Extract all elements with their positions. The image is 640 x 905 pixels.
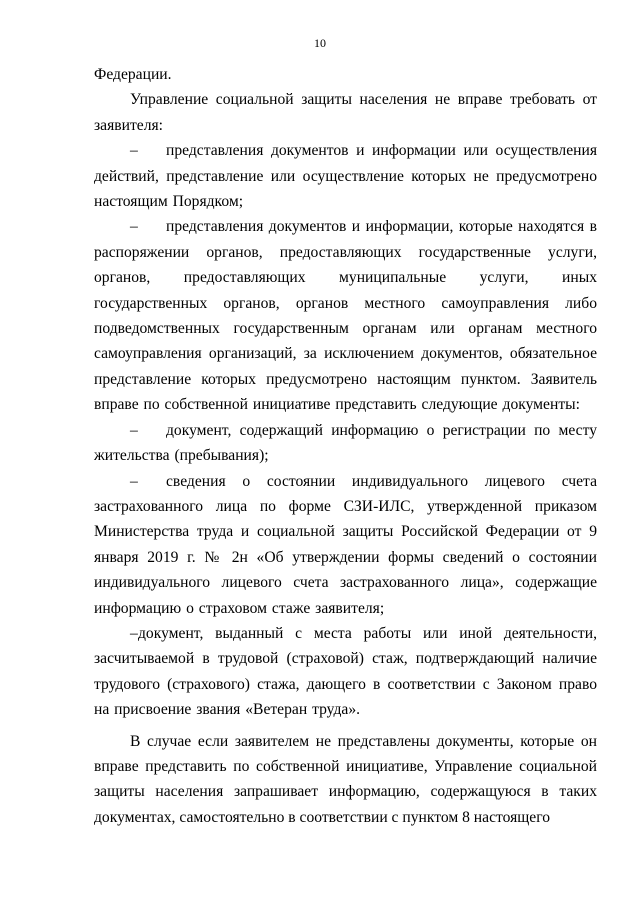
paragraph-continuation: Федерации. <box>94 66 172 83</box>
list-item-employment-doc <box>94 621 597 723</box>
list-item-actions <box>94 138 597 214</box>
paragraph-request-procedure: В случае если заявителем не представлены документы, которые он вправе представить по собственной инициативе, Управление социальной защиты населения запрашивает информацию, содержащуюся в таких документах, самостоятельно в соответствии с пунктом 8 настоящего <box>94 732 597 826</box>
list-item-text: документ, содержащий информацию о регистрации по месту жительства (пребывания); <box>94 421 597 465</box>
list-item-registration <box>94 418 597 469</box>
list-item-text: представления документов и информации, которые находятся в распоряжении органов, предоставляющих государственные услуги, органов, предоставляющих муниципальные услуги, иных государственных органов, органов местного самоуправления либо подведомственных государственным органам или органам местного самоуправления организаций, за исключением документов, обязательное представление которых предусмотрено настоящим пунктом. Заявитель вправе по собственной инициативе представить следующие документы: <box>94 218 597 414</box>
paragraph-prohibitions-intro: Управление социальной защиты населения не вправе требовать от заявителя: <box>94 91 597 134</box>
list-dash: – <box>130 421 138 439</box>
list-dash: – <box>130 142 138 160</box>
list-dash: – <box>130 218 138 236</box>
list-item-account-info <box>94 469 597 621</box>
list-item-documents <box>94 214 597 417</box>
list-item-text: представления документов и информации или осуществления действий, представление или осуществление которых не предусмотрено настоящим Порядком; <box>94 142 597 211</box>
page-number: 10 <box>314 36 326 50</box>
list-dash: – <box>130 624 138 642</box>
list-item-text: сведения о состоянии индивидуального лицевого счета застрахованного лица по форме СЗИ-ИЛС, утвержденной приказом Министерства труда и социальной защиты Российской Федерации от 9 января 2019 г. № 2н «Об утверждении формы сведений о состоянии индивидуального лицевого счета застрахованного лица», содержащие информацию о страховом стаже заявителя; <box>94 472 597 617</box>
list-item-text: документ, выданный с места работы или иной деятельности, засчитываемой в трудовой (страховой) стаж, подтверждающий наличие трудового (страхового) стажа, дающего в соответствии с Законом право на присвоение звания «Ветеран труда». <box>94 624 597 719</box>
list-dash: – <box>130 472 138 490</box>
document-body <box>94 62 597 830</box>
